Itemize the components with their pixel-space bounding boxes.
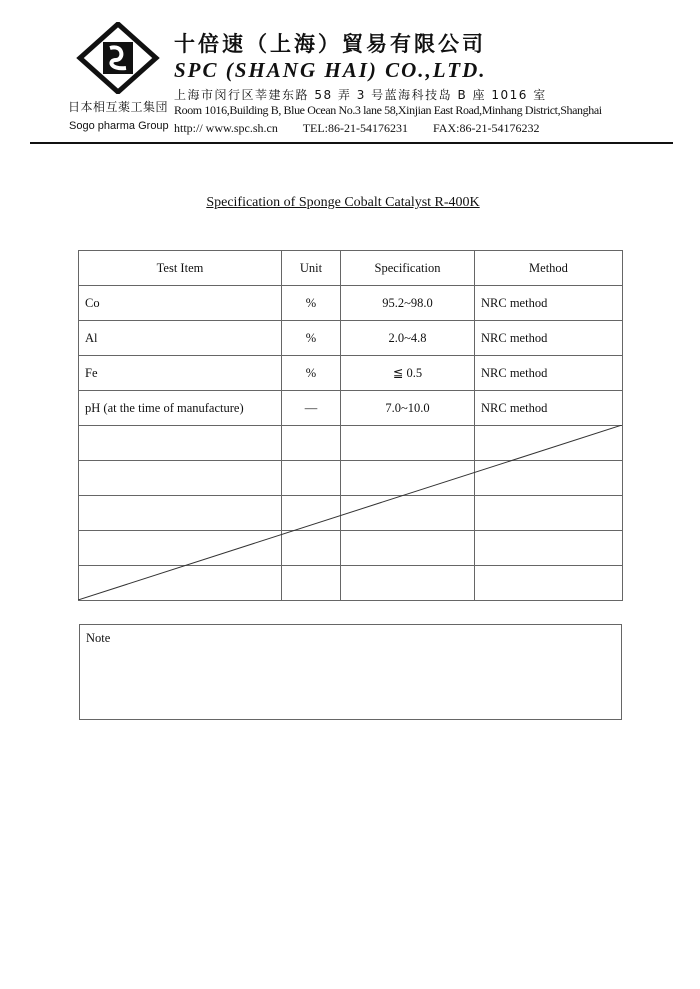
header-divider — [30, 142, 673, 144]
empty-cell — [282, 461, 341, 496]
header-unit: Unit — [282, 251, 341, 286]
test-item-cell: Fe — [79, 356, 282, 391]
document-title: Specification of Sponge Cobalt Catalyst R-400K — [206, 195, 480, 210]
empty-cell — [475, 426, 623, 461]
empty-cell — [282, 426, 341, 461]
company-name-en: SPC (SHANG HAI) CO.,LTD. — [174, 58, 487, 82]
empty-cell — [475, 566, 623, 601]
empty-table-row — [79, 461, 623, 496]
empty-cell — [282, 496, 341, 531]
fax-number: FAX:86-21-54176232 — [433, 121, 540, 135]
empty-cell — [341, 496, 475, 531]
unit-cell: % — [282, 356, 341, 391]
address-cn: 上海市闵行区莘建东路 58 弄 3 号蓝海科技岛 B 座 1016 室 — [174, 88, 547, 102]
header-specification: Specification — [341, 251, 475, 286]
empty-cell — [282, 566, 341, 601]
method-cell: NRC method — [475, 356, 623, 391]
empty-cell — [79, 426, 282, 461]
empty-cell — [282, 531, 341, 566]
empty-cell — [341, 531, 475, 566]
empty-cell — [79, 461, 282, 496]
empty-cell — [475, 496, 623, 531]
empty-table-row — [79, 531, 623, 566]
note-box — [79, 624, 622, 720]
test-item-cell: pH (at the time of manufacture) — [79, 391, 282, 426]
method-cell: NRC method — [475, 391, 623, 426]
method-cell: NRC method — [475, 321, 623, 356]
header-test-item: Test Item — [79, 251, 282, 286]
empty-cell — [475, 461, 623, 496]
header-method: Method — [475, 251, 623, 286]
specification-cell: 95.2~98.0 — [341, 286, 475, 321]
empty-table-row — [79, 496, 623, 531]
group-name-cn: 日本相互薬工集団 — [68, 100, 169, 114]
note-label: Note — [86, 631, 111, 645]
empty-cell — [341, 426, 475, 461]
website-link[interactable]: http:// www.spc.sh.cn — [174, 121, 278, 135]
group-name-en: Sogo pharma Group — [69, 120, 169, 132]
empty-table-row — [79, 566, 623, 601]
company-name-cn: 十倍速（上海）貿易有限公司 — [174, 32, 486, 56]
empty-cell — [475, 531, 623, 566]
address-en: Room 1016,Building B, Blue Ocean No.3 lane 58,Xinjian East Road,Minhang District,Shanghai — [174, 103, 602, 117]
empty-cell — [79, 496, 282, 531]
table-row — [79, 286, 623, 321]
empty-cell — [341, 566, 475, 601]
specification-table — [78, 250, 623, 601]
test-item-cell: Al — [79, 321, 282, 356]
method-cell: NRC method — [475, 286, 623, 321]
table-row — [79, 391, 623, 426]
empty-cell — [79, 531, 282, 566]
unit-cell: % — [282, 321, 341, 356]
tel-number: TEL:86-21-54176231 — [302, 121, 409, 135]
specification-cell: 7.0~10.0 — [341, 391, 475, 426]
empty-cell — [79, 566, 282, 601]
test-item-cell: Co — [79, 286, 282, 321]
table-row — [79, 321, 623, 356]
specification-cell: ≦ 0.5 — [341, 356, 475, 391]
specification-cell: 2.0~4.8 — [341, 321, 475, 356]
table-row — [79, 356, 623, 391]
unit-cell: % — [282, 286, 341, 321]
table-header-row — [79, 251, 623, 286]
unit-cell: — — [282, 391, 341, 426]
empty-cell — [341, 461, 475, 496]
empty-table-row — [79, 426, 623, 461]
sogo-diamond-logo-icon — [72, 22, 164, 94]
contact-line — [174, 121, 561, 136]
